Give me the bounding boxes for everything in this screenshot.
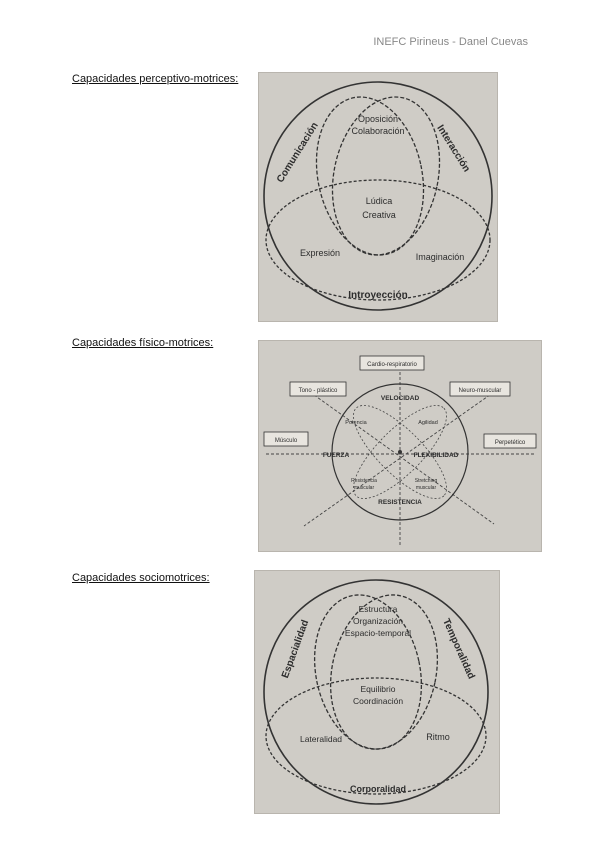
label-left: Lateralidad — [299, 734, 343, 744]
label-top-1: Oposición — [357, 114, 399, 124]
arc-label-right: Interacción — [434, 123, 472, 175]
label-top-2: Organización — [352, 616, 404, 626]
diagram-fisico-photo — [258, 340, 542, 552]
section-title-fisico: Capacidades físico-motrices: — [72, 337, 214, 349]
box-left-text: Músculo — [274, 438, 298, 444]
label-center-2: Creativa — [362, 210, 396, 220]
venn-diagram-perceptivo — [258, 72, 498, 322]
inner-lower-right-1: Stretching — [414, 478, 438, 484]
diagram-socio-photo — [254, 570, 500, 814]
label-center-1: Equilibrio — [360, 684, 396, 694]
inner-upper-left: Potencia — [345, 420, 367, 426]
box-top-right-text: Neuro-muscular — [458, 388, 502, 394]
label-left: Expresión — [299, 248, 341, 258]
label-top-3: Espacio-temporal — [344, 628, 412, 638]
arc-label-left: Comunicación — [274, 120, 321, 185]
label-top-2: Colaboración — [351, 126, 405, 136]
arc-label-left: Espacialidad — [280, 618, 312, 680]
label-center-1: Lúdica — [365, 196, 393, 206]
inner-lower-left-2: muscular — [353, 485, 375, 491]
center-point — [398, 450, 402, 454]
arc-label-right: Temporalidad — [440, 617, 477, 681]
inner-lower-left-1: Resistencia — [351, 478, 377, 484]
label-center-2: Coordinación — [352, 696, 404, 706]
radial-diagram-fisico — [258, 340, 542, 552]
inner-lower-right-2: muscular — [415, 485, 437, 491]
label-right: Ritmo — [426, 732, 450, 742]
section-title-socio: Capacidades sociomotrices: — [72, 572, 210, 584]
axis-label-left: FUERZA — [322, 452, 350, 459]
page-header: INEFC Pirineus - Danel Cuevas — [373, 36, 528, 48]
axis-label-top: VELOCIDAD — [380, 395, 420, 402]
box-top-text: Cardio-respiratorio — [367, 362, 417, 368]
axis-label-right: FLEXIBILIDAD — [413, 452, 459, 459]
arc-label-bottom: Corporalidad — [349, 784, 407, 794]
venn-diagram-socio — [254, 570, 500, 814]
axis-label-bottom: RESISTENCIA — [378, 499, 422, 506]
inner-upper-right: Agilidad — [418, 420, 438, 426]
box-top-left-text: Tono - plástico — [298, 388, 338, 394]
diagram-perceptivo-photo — [258, 72, 498, 322]
box-right-text: Perpetético — [494, 440, 526, 446]
label-right: Imaginación — [415, 252, 465, 262]
arc-label-bottom: Introyección — [348, 290, 408, 301]
section-title-perceptivo: Capacidades perceptivo-motrices: — [72, 73, 239, 85]
label-top-1: Estructura — [358, 604, 398, 614]
